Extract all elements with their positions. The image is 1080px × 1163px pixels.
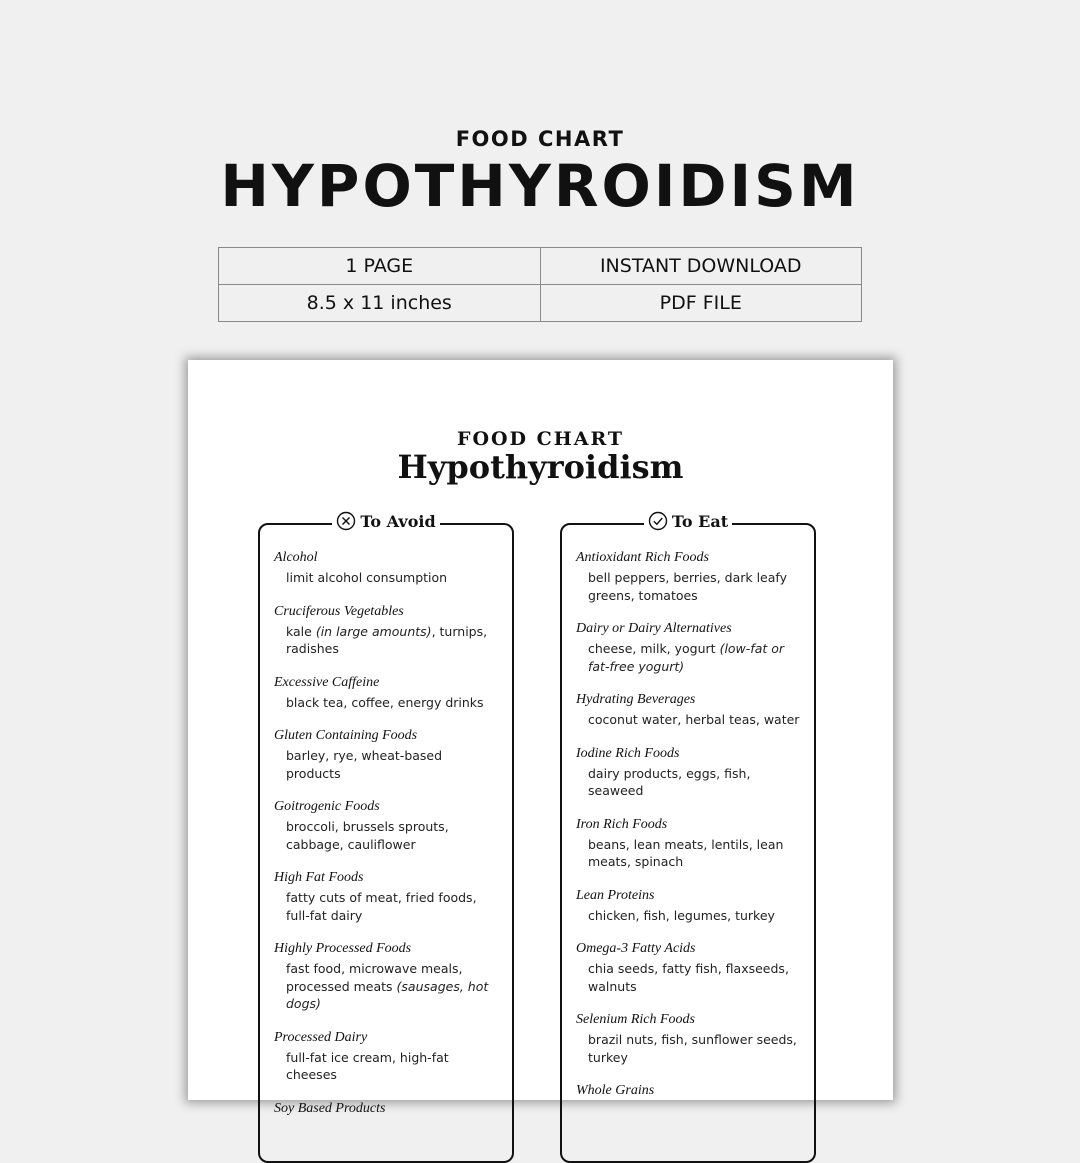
list-item [576,691,800,729]
table-row [219,248,862,285]
list-item [274,869,498,924]
item-desc: chia seeds, fatty fish, flaxseeds, walnuts [588,961,789,994]
list-item [576,887,800,925]
info-size: 8.5 x 11 inches [219,285,541,322]
item-title: Excessive Caffeine [274,674,380,690]
header-subtitle: FOOD CHART [455,127,625,151]
list-item [274,727,498,782]
eat-column [560,511,816,1163]
item-desc: brazil nuts, fish, sunflower seeds, turkey [588,1032,797,1065]
info-format: PDF FILE [540,285,862,322]
list-item [274,1100,498,1118]
item-desc: broccoli, brussels sprouts, cabbage, cauliflower [286,819,449,852]
document-preview [188,360,893,1116]
item-title: Gluten Containing Foods [274,728,418,743]
table-row [219,285,862,322]
eat-header [562,511,814,536]
list-item [576,549,800,604]
item-desc: black tea, coffee, energy drinks [286,694,484,710]
item-desc: kale (in large amounts), turnips, radishes [286,623,488,656]
eat-heading: To Eat [671,511,729,531]
list-item [576,620,800,675]
list-item [274,603,498,658]
list-item [274,1029,498,1084]
item-title: High Fat Foods [274,870,364,885]
eat-list [576,549,800,1116]
list-item [576,940,800,995]
list-item [576,816,800,871]
item-title: Alcohol [274,550,318,565]
item-desc: barley, rye, wheat-based products [286,748,443,781]
avoid-column [258,511,514,1163]
item-title: Selenium Rich Foods [576,1012,695,1027]
item-title: Processed Dairy [274,1029,368,1045]
list-item [576,1082,800,1100]
item-title: Antioxidant Rich Foods [576,550,709,565]
header-title: HYPOTHYROIDISM [220,152,860,220]
item-desc: beans, lean meats, lentils, lean meats, spinach [588,836,784,869]
item-title: Iodine Rich Foods [576,745,680,761]
list-item [274,674,498,712]
info-table [218,247,862,322]
item-title: Omega-3 Fatty Acids [576,941,696,956]
item-desc: dairy products, eggs, fish, seaweed [588,765,751,798]
item-title: Lean Proteins [576,887,655,903]
x-circle-icon [336,511,356,531]
item-desc: bell peppers, berries, dark leafy greens, tomatoes [588,570,787,603]
item-desc: coconut water, herbal teas, water [588,712,800,727]
item-desc: chicken, fish, legumes, turkey [588,907,775,923]
item-desc: fatty cuts of meat, fried foods, full-fat dairy [286,890,477,923]
item-title: Dairy or Dairy Alternatives [576,621,732,636]
check-circle-icon [648,511,668,531]
item-desc: full-fat ice cream, high-fat cheeses [286,1049,449,1082]
paper-subtitle: FOOD CHART [456,428,625,450]
paper-title: Hypothyroidism [397,448,684,486]
item-title: Highly Processed Foods [274,941,412,956]
list-item [576,745,800,800]
info-download: INSTANT DOWNLOAD [540,248,862,285]
list-item [274,549,498,587]
avoid-list [274,549,498,1134]
item-desc: limit alcohol consumption [286,570,448,585]
avoid-heading: To Avoid [360,511,436,531]
list-item [274,798,498,853]
avoid-header [260,511,512,536]
item-title: Soy Based Products [274,1100,386,1116]
list-item [576,1011,800,1066]
list-item [274,940,498,1013]
item-title: Cruciferous Vegetables [274,603,404,619]
item-desc: cheese, milk, yogurt (low-fat or fat-free yogurt) [588,641,785,674]
item-title: Iron Rich Foods [576,816,668,832]
info-pages: 1 PAGE [219,248,541,285]
item-desc: fast food, microwave meals, processed meats (sausages, hot dogs) [286,961,489,1011]
item-title: Goitrogenic Foods [274,799,380,814]
item-title: Whole Grains [576,1083,655,1098]
item-title: Hydrating Beverages [576,692,696,707]
